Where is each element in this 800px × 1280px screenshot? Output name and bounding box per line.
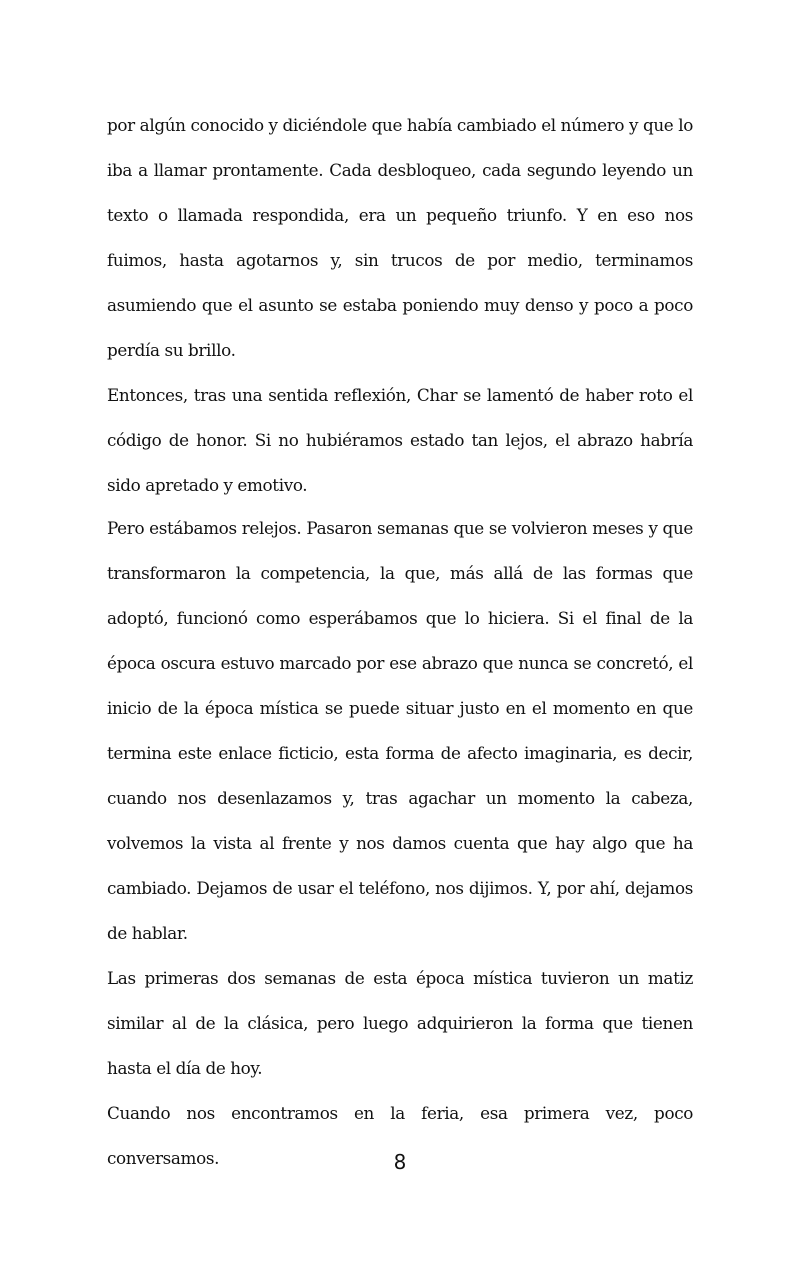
paragraph: Las primeras dos semanas de esta época mística tuvieron un matiz similar al de la clásica, pero luego adquirieron la forma que tienen hasta el día de hoy. <box>107 968 693 1078</box>
text-section-1 <box>107 103 693 508</box>
text-section-2 <box>107 506 693 1181</box>
page-number: 8 <box>393 1150 407 1174</box>
paragraph: Entonces, tras una sentida reflexión, Char se lamentó de haber roto el código de honor. Si no hubiéramos estado tan lejos, el abrazo habría sido apretado y emotivo. <box>107 385 693 495</box>
paragraph: Cuando nos encontramos en la feria, esa primera vez, poco conversamos. <box>107 1103 693 1168</box>
paragraph: Pero estábamos relejos. Pasaron semanas que se volvieron meses y que transformaron la competencia, la que, más allá de las formas que adoptó, funcionó como esperábamos que lo hiciera. Si el final de la época oscura estuvo marcado por ese abrazo que nunca se concretó, el inicio de la época mística se puede situar justo en el momento en que termina este enlace ficticio, esta forma de afecto imaginaria, es decir, cuando nos desenlazamos y, tras agachar un momento la cabeza, volvemos la vista al frente y nos damos cuenta que hay algo que ha cambiado. Dejamos de usar el teléfono, nos dijimos. Y, por ahí, dejamos de hablar. <box>107 518 693 943</box>
paragraph: por algún conocido y diciéndole que había cambiado el número y que lo iba a llamar prontamente. Cada desbloqueo, cada segundo leyendo un texto o llamada respondida, era un pequeño triunfo. Y en eso nos fuimos, hasta agotarnos y, sin trucos de por medio, terminamos asumiendo que el asunto se estaba poniendo muy denso y poco a poco perdía su brillo. <box>107 115 693 360</box>
